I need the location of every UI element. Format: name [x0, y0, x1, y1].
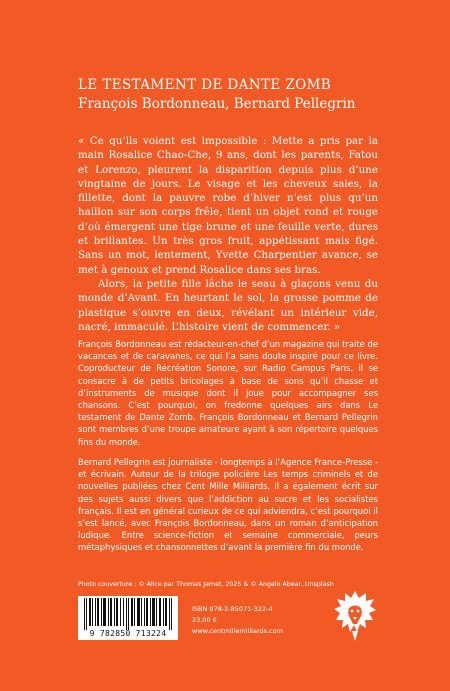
author-bio-bordonneau [78, 338, 378, 448]
barcode [78, 596, 178, 640]
price: 23,00 € [192, 616, 217, 624]
bio-text: François Bordonneau est rédacteur-en-chef d’un magazine qui traite de vacances et de caravanes, ce qui l’a sans doute inspiré pour ce livre. Coproducteur de Récréation Sonore, sur Radio Campus Paris, il se consacre à de petits bricolages à base de sons qu’il chasse et d’instruments de musique dont il joue pour accompagner ses chansons. C’est pourquoi, on fredonne quelques airs dans Le testament de Dante Zomb. François Bordonneau et Bernard Pellegrin sont membres d’une troupe amateure ayant à son répertoire quelques fins du monde. [78, 339, 378, 447]
barcode-bars [82, 598, 174, 630]
book-title: LE TESTAMENT DE DANTE ZOMB [78, 77, 332, 93]
isbn-number: ISBN 978-2-85071-322-4 [192, 605, 273, 613]
author-bio-pellegrin [78, 456, 378, 554]
excerpt-paragraph-1: « Ce qu’ils voient est impossible : Mette a pris par la main Rosalice Chao-Che, 9 ans, dont les parents, Fatou et Lorenzo, pleurent la disparition depuis plus d’une vingtaine de jours. Le visage et les cheveux sales, la fillette, dont la pauvre robe d’hiver n’est plus qu’un haillon sur son corps frêle, tient un objet rond et rouge d’où émergent une tige brune et une feuille verte, dures et brillantes. Un très gros fruit, appétissant mais figé. Sans un mot, lentement, Yvette Charpentier avance, se met à genoux et prend Rosalice dans ses bras. [78, 135, 378, 276]
lion-head-icon [333, 590, 377, 642]
bio-text: Bernard Pellegrin est journaliste - longtemps à l’Agence France-Presse - et écrivain. Auteur de la trilogie policière Les temps criminels et de nouvelles publiées chez Cent Mille Milliards, il a également écrit sur des sujets aussi divers que l’addiction au sucre et les socialistes français. Il est en général curieux de ce qui adviendra, c’est pourquoi il s’est lancé, avec François Bordonneau, dans un roman d’anticipation ludique. Entre science-fiction et semaine commerciale, peurs métaphysiques et chansonnettes d’avant la première fin du monde. [78, 457, 378, 553]
photo-credits: Photo couverture : © Alice par Thomas Jamet, 2025 & © Angelo Abear, Unsplash [78, 581, 334, 588]
publisher-website: www.centmillemilliards.com [192, 627, 283, 635]
book-authors: François Bordonneau, Bernard Pellegrin [78, 96, 356, 112]
excerpt-quote [78, 134, 378, 334]
excerpt-paragraph-2: Alors, la petite fille lâche le seau à glaçons venu du monde d’Avant. En heurtant le sol, la grosse pomme de plastique s’ouvre en deux, révélant un intérieur vide, nacré, immaculé. L’histoire vient de commencer. » [78, 277, 378, 333]
isbn-block [192, 604, 283, 637]
barcode-digits: 9 782850 713224 [89, 629, 167, 638]
